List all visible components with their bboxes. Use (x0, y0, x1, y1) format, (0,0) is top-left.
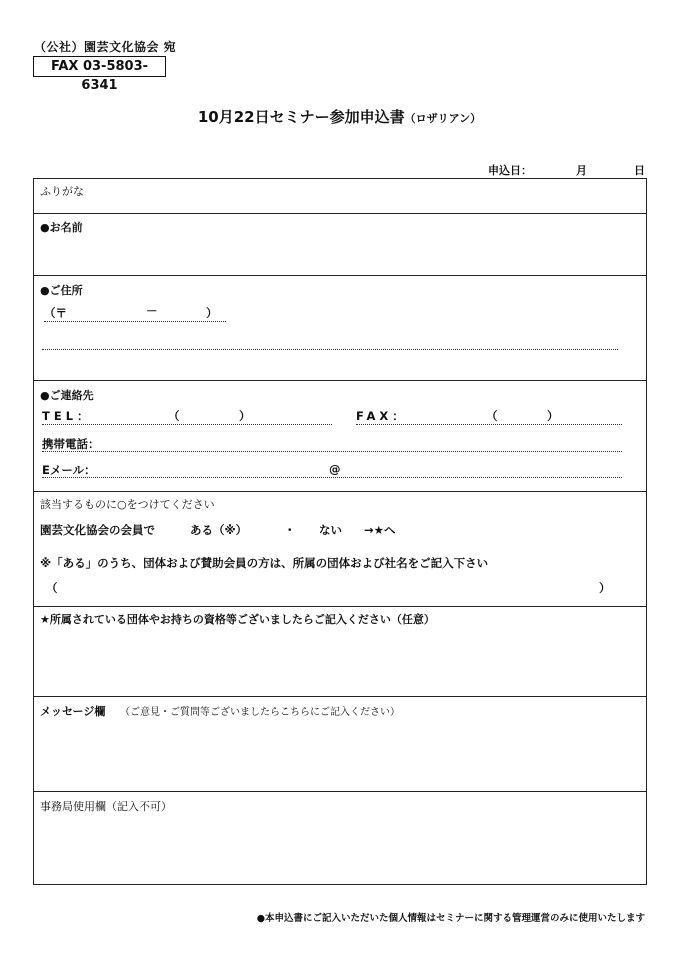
fax-label: FAX： (356, 409, 408, 423)
tel-paren-close: ） (239, 409, 251, 423)
fax-paren-close: ） (547, 409, 559, 423)
membership-arrow-note: →★へ (364, 523, 396, 537)
address-label: ●ご住所 (40, 284, 83, 297)
membership-instruction: 該当するものに○をつけてください (40, 498, 215, 511)
email-at-sign: @ (329, 462, 341, 476)
tel-label: TEL： (42, 409, 93, 423)
message-label-sub: （ご意見・ご質問等ございましたらこちらにご記入ください） (120, 707, 400, 718)
form-title-sub: （ロザリアン） (404, 112, 482, 125)
application-month-label: 月 (576, 164, 587, 177)
affiliation-label: ★所属されている団体やお持ちの資格等ございましたらご記入ください（任意） (40, 613, 435, 626)
contact-row (34, 381, 646, 492)
office-use-label: 事務局使用欄（記入不可） (40, 800, 172, 813)
affiliation-row[interactable] (34, 607, 646, 697)
privacy-note: ●本申込書にご記入いただいた個人情報はセミナーに関する管理運営のみに使用いたします (256, 913, 645, 924)
message-label: メッセージ欄 (40, 705, 106, 718)
membership-option-no[interactable]: ない (319, 523, 342, 537)
affiliate-paren-open: （ (46, 581, 58, 595)
application-day-label: 日 (634, 164, 645, 177)
email-field[interactable] (42, 477, 622, 478)
membership-separator: ・ (284, 523, 296, 537)
furigana-label: ふりがな (40, 185, 84, 198)
tel-paren-open: （ (168, 409, 180, 423)
application-form (33, 178, 647, 885)
application-date-label: 申込日： (488, 164, 532, 177)
form-title-main: 10月22日セミナー参加申込書 (197, 108, 405, 126)
fax-field[interactable] (356, 424, 622, 425)
membership-option-yes[interactable]: ある（※） (190, 523, 248, 537)
name-label: ●お名前 (40, 221, 83, 234)
membership-question: 園芸文化協会の会員で (40, 523, 155, 537)
postal-dash: － (146, 304, 158, 318)
fax-number-box: FAX 03-5803-6341 (33, 56, 166, 77)
form-title (0, 106, 679, 127)
postal-code-field[interactable] (44, 321, 226, 322)
fax-paren-open: （ (486, 409, 498, 423)
address-row (34, 276, 646, 381)
email-label: Eメール： (42, 463, 96, 477)
recipient-address: （公社）園芸文化協会 宛 (34, 40, 177, 54)
postal-open: （〒 (44, 306, 67, 320)
affiliate-paren-close: ） (599, 581, 611, 595)
membership-note: ※「ある」のうち、団体および賛助会員の方は、所属の団体および社名をご記入下さい (40, 556, 489, 570)
postal-close: ） (206, 306, 218, 320)
address-field[interactable] (42, 349, 618, 350)
mobile-field[interactable] (42, 451, 622, 452)
application-date (488, 162, 645, 178)
mobile-label: 携帯電話： (42, 437, 100, 451)
contact-label: ●ご連絡先 (40, 389, 94, 402)
membership-row (34, 492, 646, 607)
tel-field[interactable] (42, 424, 332, 425)
affiliate-name-field[interactable] (56, 596, 596, 597)
name-row[interactable] (34, 214, 646, 276)
furigana-row[interactable] (34, 179, 646, 214)
message-row[interactable] (34, 697, 646, 792)
office-use-row (34, 792, 646, 884)
